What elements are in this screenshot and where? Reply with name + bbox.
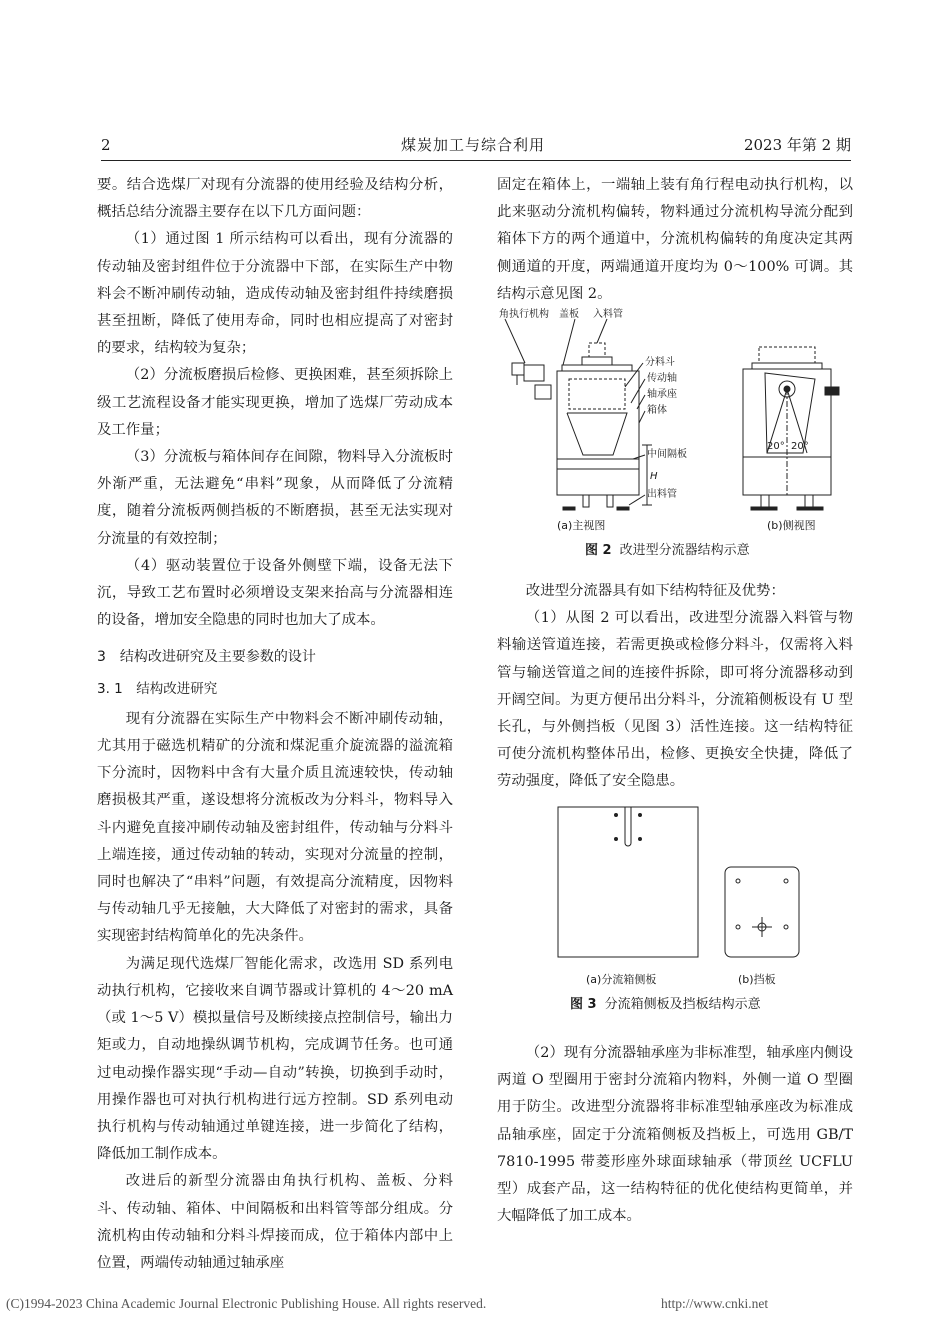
hopper-top [569,379,625,409]
label-cover: 盖板 [559,309,579,320]
journal-title: 煤炭加工与综合利用 [401,136,546,154]
paragraph: （1）从图 2 可以看出，改进型分流器入料管与物料输送管道连接，若需更换或检修分料斗，仅需将入料管与输送管道之间的连接件拆除，即可将分流器移动到开阔空间。为更方便吊出分料斗，分流箱侧板设有 U 型长孔，与外侧挡板（见图 3）活性连接。这一结构特征可使分流机构整体吊出，检修、更换安全快捷，降低了劳动强度，降低了安全隐患。 [497,610,853,790]
label-hopper: 分料斗 [645,357,675,368]
figure-2 [497,307,857,563]
side-plate [558,807,698,957]
outlet-left [583,495,589,507]
right-column-bottom [497,578,853,796]
paragraph: （3）分流板与箱体间存在间隙，物料导入分流板时外渐严重，无法避免“串料”现象，从而降低了分流精度，随着分流板两侧挡板的不断磨损，甚至无法实现对分流量的有效控制； [97,449,453,547]
actuator-body [524,365,544,381]
hopper [567,413,627,455]
copyright-notice: (C)1994-2023 China Academic Journal Electronic Publishing House. All rights reserved. [6,1296,487,1311]
footer [6,1296,946,1312]
paragraph: （2）现有分流器轴承座为非标准型，轴承座内侧设两道 O 型圈用于密封分流箱内物料，外侧一道 O 型圈用于防尘。改进型分流器将非标准型轴承座改为标准成品轴承座，固定于分流箱侧板及挡板上，可选用 GB/T 7810-1995 带菱形座外球面球轴承（带顶丝 UCFLU 型）成套产品，这一结构特征的优化使结构更简单，并大幅降低了加工成本。 [497,1045,853,1225]
paragraph: 改进型分流器具有如下结构特征及优势： [525,583,785,599]
section-heading: 3 结构改进研究及主要参数的设计 [97,649,316,666]
side-view [743,347,839,510]
figure-2b-label: (b)侧视图 [767,519,816,532]
cover-plate [562,365,632,371]
figure-3a-label: (a)分流箱侧板 [586,973,657,986]
paragraph: 为满足现代选煤厂智能化需求，改选用 SD 系列电动执行机构，它接收来自调节器或计算机的 4～20 mA（或 1～5 V）模拟量信号及断续接点控制信号，输出力矩或力，自动地操纵调节机构，完成调节任务。也可通过电动操作器实现“手动—自动”转换，切换到手动时，用操作器也可对执行机构进行远方控制。SD 系列电动执行机构与传动轴通过单键连接，进一步简化了结构，降低加工制作成本。 [97,955,453,1163]
label-actuator: 角执行机构 [499,309,549,320]
label-bearing: 轴承座 [647,389,677,400]
figure-2a-label: (a)主视图 [557,519,606,532]
right-column-top [497,172,853,308]
actuator-motor [512,363,524,375]
front-view [505,319,652,510]
figure-3 [548,805,818,1015]
side-outlet-left [761,495,769,507]
left-column [97,172,453,1277]
side-cover [752,363,822,369]
figure-3b-label: (b)挡板 [738,973,776,986]
figure-2-caption-text: 改进型分流器结构示意 [619,543,750,558]
figure-3-caption [570,993,761,1012]
paragraph: 改进后的新型分流器由角执行机构、盖板、分料斗、传动轴、箱体、中间隔板和出料管等部分组成。分流机构由传动轴和分料斗焊接而成，位于箱体内部中上位置，两端传动轴通过轴承座 [97,1173,453,1271]
running-header [101,134,851,160]
figure-3-caption-text: 分流箱侧板及挡板结构示意 [604,997,761,1012]
figure-3-number: 图 3 [570,997,597,1012]
outlet-right [607,495,613,507]
inlet-pipe [589,343,605,357]
cnki-url: http://www.cnki.net [661,1296,769,1311]
side-inlet [759,347,815,363]
figure-2-number: 图 2 [585,543,612,558]
actuator-gearbox [535,385,551,399]
right-column-end [497,1040,853,1230]
label-inlet: 入料管 [593,309,623,320]
page-number: 2 [101,136,111,154]
label-outlet: 出料管 [647,489,677,500]
paragraph: （2）分流板磨损后检修、更换困难，甚至须拆除上级工艺流程设备才能实现更换，增加了选煤厂劳动成本及工作量； [97,367,453,438]
inlet-pipe-flange [582,357,612,365]
paragraph: （1）通过图 1 所示结构可以看出，现有分流器的传动轴及密封组件位于分流器中下部，在实际生产中物料会不断冲刷传动轴，造成传动轴及密封组件持续磨损甚至扭断，降低了使用寿命，同时也相应提高了对密封的要求，结构较为复杂； [97,231,453,357]
label-height: H [650,471,658,482]
label-partition: 中间隔板 [647,449,687,460]
label-box: 箱体 [647,405,667,416]
paragraph: 要。结合选煤厂对现有分流器的使用经验及结构分析，概括总结分流器主要存在以下几方面问题： [97,177,453,221]
side-stop [825,387,839,395]
u-slot [625,807,631,846]
label-shaft: 传动轴 [647,373,677,384]
label-angle-left: 20° [767,441,785,452]
paragraph: 现有分流器在实际生产中物料会不断冲刷传动轴，尤其用于磁选机精矿的分流和煤泥重介旋流器的溢流箱下分流时，因物料中含有大量介质且流速较快，传动轴磨损极其严重，遂设想将分流板改为分料斗，物料导入斗内避免直接冲刷传动轴及密封组件，传动轴与分料斗上端连接，通过传动轴的转动，实现对分流量的控制，同时也解决了“串料”问题，有效提高分流精度，因物料与传动轴几乎无接触，大大降低了对密封的需求，具备实现密封结构简单化的先决条件。 [97,710,453,945]
paragraph: （4）驱动装置位于设备外侧壁下端，设备无法下沉，导致工艺布置时必须增设支架来抬高与分流器相连的设备，增加安全隐患的同时也加大了成本。 [97,557,453,629]
header-rule [101,160,851,161]
issue-label: 2023 年第 2 期 [743,136,851,154]
figure-3-drawing [548,805,818,985]
figure-2-drawing [497,307,857,529]
figure-2-caption [585,539,750,558]
label-angle-right: 20° [791,441,809,452]
paragraph: 固定在箱体上，一端轴上装有角行程电动执行机构，以此来驱动分流机构偏转，物料通过分流机构导流分配到箱体下方的两个通道中，分流机构偏转的角度决定其两侧通道的开度，两端通道开度均为 0～100% 可调。其结构示意见图 2。 [497,177,853,302]
subsection-heading: 3. 1 结构改进研究 [97,680,218,697]
side-outlet-right [805,495,813,507]
